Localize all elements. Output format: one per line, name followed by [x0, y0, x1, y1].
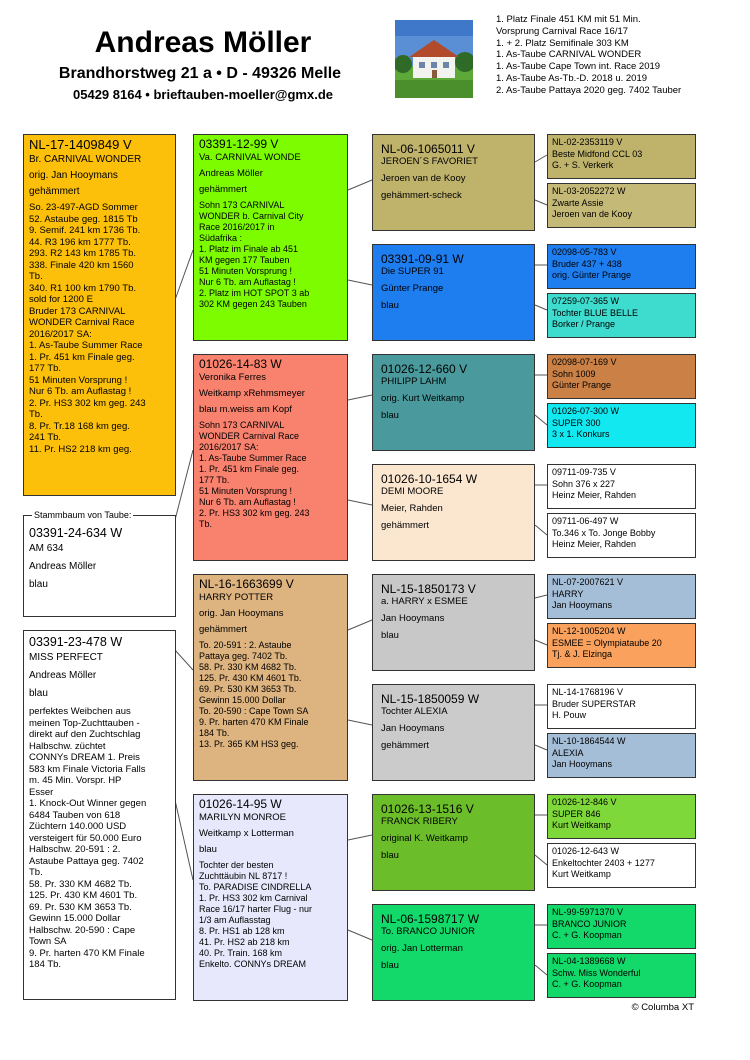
- grandparent-name: HARRY POTTER: [199, 592, 274, 603]
- grandparent-card[interactable]: [193, 794, 348, 1001]
- great-grandparent-name: PHILIPP LAHM: [381, 376, 447, 387]
- ancestor-ring: 07259-07-365 W: [552, 296, 620, 306]
- grandparent-description: Sohn 173 CARNIVAL WONDER Carnival Race 2016/2017 SA: 1. As-Taube Summer Race 1. Pr. 451 km Finale geg. 177 Tb. 51 Minuten Vorsprung ! Nur 6 Tb. am Auflastag ! 2. Pr. HS3 302 km geg. 243 Tb.: [199, 420, 310, 529]
- grandparent-color: gehämmert: [199, 624, 248, 635]
- ancestor-card[interactable]: [547, 843, 696, 888]
- great-grandparent-ring: 03391-09-91 W: [381, 252, 464, 266]
- ancestor-name: Zwarte Assie: [552, 197, 604, 208]
- grandparent-ring: NL-16-1663699 V: [199, 577, 294, 591]
- ancestor-card[interactable]: [547, 623, 696, 668]
- grandparent-description: Sohn 173 CARNIVAL WONDER b. Carnival City Race 2016/2017 in Südafrika : 1. Platz im Finale ab 451 KM gegen 177 Tauben 51 Minuten Vorsprung ! Nur 6 Tb. am Auflastag ! 2. Platz im HOT SPOT 3 ab 302 KM gegen 243 Tauben: [199, 200, 310, 309]
- grandparent-ring: 01026-14-95 W: [199, 797, 282, 811]
- achievement-line: 1. Platz Finale 451 KM mit 51 Min.: [496, 14, 641, 25]
- ancestor-owner: G. + S. Verkerk: [552, 160, 614, 170]
- ancestor-ring: NL-04-1389668 W: [552, 956, 626, 966]
- ancestor-card[interactable]: [547, 904, 696, 949]
- ancestor-ring: 01026-12-643 W: [552, 846, 620, 856]
- ancestor-card[interactable]: [547, 733, 696, 778]
- dam-ring: 03391-23-478 W: [29, 635, 123, 649]
- ancestor-owner: C. + G. Koopman: [552, 930, 622, 940]
- great-grandparent-name: Tochter ALEXIA: [381, 706, 448, 717]
- great-grandparent-owner: Günter Prange: [381, 283, 444, 294]
- great-grandparent-color: blau: [381, 850, 399, 861]
- ancestor-ring: NL-99-5971370 V: [552, 907, 624, 917]
- grandparent-name: Veronika Ferres: [199, 372, 267, 383]
- ancestor-owner: Heinz Meier, Rahden: [552, 490, 637, 500]
- ancestor-ring: 01026-12-846 V: [552, 797, 617, 807]
- ancestor-owner: Jan Hooymans: [552, 600, 613, 610]
- achievement-line: 1. + 2. Platz Semifinale 303 KM: [496, 37, 629, 49]
- great-grandparent-owner: original K. Weitkamp: [381, 833, 468, 844]
- achievement-line: 1. As-Taube CARNIVAL WONDER: [496, 49, 642, 61]
- ancestor-card[interactable]: [547, 953, 696, 998]
- ancestor-name: ALEXIA: [552, 747, 584, 758]
- great-grandparent-color: gehämmert-scheck: [381, 190, 462, 201]
- ancestor-card[interactable]: [547, 134, 696, 179]
- breeder-name: Andreas Möller: [94, 26, 312, 59]
- ancestor-owner: H. Pouw: [552, 710, 587, 720]
- grandparent-color: blau m.weiss am Kopf: [199, 404, 292, 415]
- achievement-line: 1. As-Taube As-Tb.-D. 2018 u. 2019: [496, 72, 648, 84]
- ancestor-owner: Jeroen van de Kooy: [552, 209, 633, 219]
- ancestor-name: SUPER 300: [552, 417, 601, 428]
- pedigree-of-label: Stammbaum von Taube:: [34, 510, 132, 520]
- ancestor-card[interactable]: [547, 464, 696, 509]
- great-grandparent-ring: NL-06-1065011 V: [381, 142, 475, 156]
- ancestor-card[interactable]: [547, 684, 696, 729]
- great-grandparent-name: To. BRANCO JUNIOR: [381, 926, 475, 937]
- great-grandparent-ring: 01026-13-1516 V: [381, 802, 474, 816]
- subject-owner: Andreas Möller: [29, 561, 97, 572]
- ancestor-name: Bruder 437 + 438: [552, 258, 622, 269]
- grandparent-name: Va. CARNIVAL WONDE: [199, 152, 301, 163]
- great-grandparent-owner: Jan Hooymans: [381, 613, 445, 624]
- ancestor-name: Enkeltochter 2403 + 1277: [552, 857, 655, 868]
- great-grandparent-name: JEROEN´S FAVORIET: [381, 156, 478, 167]
- great-grandparent-card[interactable]: [372, 574, 535, 671]
- ancestor-name: Beste Midfond CCL 03: [552, 148, 643, 159]
- great-grandparent-card[interactable]: [372, 464, 535, 561]
- great-grandparent-name: DEMI MOORE: [381, 486, 444, 497]
- subject-card[interactable]: [23, 515, 176, 617]
- sire-name: Br. CARNIVAL WONDER: [29, 154, 142, 165]
- sire-description: So. 23-497-AGD Sommer 52. Astaube geg. 1815 Tb 9. Semif. 241 km 1736 Tb. 44. R3 196 km 1777 Tb. 293. R2 143 km 1785 Tb. 338. Finale 420 km 1560 Tb. 340. R1 100 km 1790 Tb. sold for 1200 E Bruder 173 CARNIVAL WONDER Carnival Race 2016/2017 SA: 1. As-Taube Summer Race 1. Pr. 451 km Finale geg. 177 Tb. 51 Minuten Vorsprung ! Nur 6 Tb. am Auflastag ! 2. Pr. HS3 302 km geg. 243 Tb. 8. Pr. Tr.18 168 km geg. 241 Tb. 11. Pr. HS2 218 km geg.: [29, 202, 146, 455]
- sire-card[interactable]: [23, 134, 176, 496]
- subject-name: AM 634: [29, 543, 64, 554]
- dam-color: blau: [29, 688, 48, 699]
- ancestor-ring: NL-02-2353119 V: [552, 137, 623, 147]
- ancestor-name: Bruder SUPERSTAR: [552, 698, 636, 709]
- ancestor-owner: 3 x 1. Konkurs: [552, 429, 610, 439]
- ancestor-ring: NL-07-2007621 V: [552, 577, 624, 587]
- great-grandparent-name: a. HARRY x ESMEE: [381, 596, 468, 607]
- breeder-contact: 05429 8164 • brieftauben-moeller@gmx.de: [73, 87, 333, 102]
- ancestor-ring: NL-03-2052272 W: [552, 186, 626, 196]
- ancestor-card[interactable]: [547, 244, 696, 289]
- great-grandparent-owner: orig. Jan Lotterman: [381, 943, 463, 954]
- sire-color: gehämmert: [29, 186, 80, 197]
- dam-card[interactable]: [23, 630, 176, 1000]
- breeder-address: Brandhorstweg 21 a • D - 49326 Melle: [58, 65, 342, 82]
- great-grandparent-name: Die SUPER 91: [381, 266, 444, 277]
- ancestor-name: HARRY: [552, 588, 584, 599]
- grandparent-ring: 03391-12-99 V: [199, 137, 279, 151]
- ancestor-owner: Borker / Prange: [552, 319, 616, 329]
- ancestor-owner: Kurt Weitkamp: [552, 869, 611, 879]
- grandparent-color: blau: [199, 844, 217, 855]
- copyright-footer: © Columba XT: [631, 1002, 694, 1013]
- achievement-line: 2. As-Taube Pattaya 2020 geg. 7402 Tauber: [496, 84, 682, 96]
- ancestor-name: Tochter BLUE BELLE: [552, 307, 639, 318]
- great-grandparent-color: blau: [381, 960, 399, 971]
- grandparent-owner: Weitkamp xRehmsmeyer: [199, 388, 305, 399]
- ancestor-name: To.346 x To. Jonge Bobby: [552, 527, 656, 538]
- ancestor-name: BRANCO JUNIOR: [552, 918, 627, 929]
- ancestor-name: ESMEE = Olympiataube 20: [552, 637, 662, 648]
- ancestor-owner: Tj. & J. Elzinga: [552, 649, 613, 659]
- ancestor-ring: 02098-07-169 V: [552, 357, 617, 367]
- ancestor-name: SUPER 846: [552, 808, 601, 819]
- sire-ring: NL-17-1409849 V: [29, 137, 132, 152]
- ancestor-ring: 02098-05-783 V: [552, 247, 617, 257]
- ancestor-card[interactable]: [547, 354, 696, 399]
- grandparent-color: gehämmert: [199, 184, 248, 195]
- great-grandparent-color: gehämmert: [381, 520, 430, 531]
- ancestor-ring: 09711-06-497 W: [552, 516, 619, 526]
- ancestor-owner: Kurt Weitkamp: [552, 820, 611, 830]
- ancestor-owner: C. + G. Koopman: [552, 979, 622, 989]
- grandparent-card[interactable]: [193, 354, 348, 561]
- grandparent-description: Tochter der besten Zuchttäubin NL 8717 ! To. PARADISE CINDRELLA 1. Pr. HS3 302 km Carnival Race 16/17 harter Flug - nur 1/3 am Auflasstag 8. Pr. HS1 ab 128 km 41. Pr. HS2 ab 218 km 40. Pr. Train. 168 km Enkelto. CONNYs DREAM: [199, 860, 313, 969]
- great-grandparent-card[interactable]: [372, 794, 535, 891]
- great-grandparent-ring: 01026-12-660 V: [381, 362, 468, 376]
- great-grandparent-card[interactable]: [372, 244, 535, 341]
- achievement-line: Vorsprung Carnival Race 16/17: [496, 25, 629, 37]
- great-grandparent-ring: NL-15-1850059 W: [381, 692, 480, 706]
- ancestor-card[interactable]: [547, 574, 696, 619]
- ancestor-card[interactable]: [547, 293, 696, 338]
- ancestor-card[interactable]: [547, 403, 696, 448]
- great-grandparent-card[interactable]: [372, 354, 535, 451]
- great-grandparent-card[interactable]: [372, 134, 535, 231]
- grandparent-owner: Weitkamp x Lotterman: [199, 828, 294, 839]
- great-grandparent-ring: NL-15-1850173 V: [381, 582, 476, 596]
- subject-color: blau: [29, 579, 48, 590]
- ancestor-name: Sohn 1009: [552, 368, 596, 379]
- ancestor-name: Sohn 376 x 227: [552, 478, 616, 489]
- ancestor-ring: NL-12-1005204 W: [552, 626, 626, 636]
- great-grandparent-owner: Jan Hooymans: [381, 723, 445, 734]
- ancestor-ring: NL-10-1864544 W: [552, 736, 626, 746]
- ancestor-owner: orig. Günter Prange: [552, 270, 632, 280]
- grandparent-card[interactable]: [193, 574, 348, 781]
- ancestor-owner: Jan Hooymans: [552, 759, 613, 769]
- great-grandparent-card[interactable]: [372, 684, 535, 781]
- ancestor-ring: 01026-07-300 W: [552, 406, 620, 416]
- great-grandparent-ring: 01026-10-1654 W: [381, 472, 478, 486]
- ancestor-owner: Günter Prange: [552, 380, 612, 390]
- achievement-line: 1. As-Taube Cape Town int. Race 2019: [496, 61, 661, 73]
- dam-description: perfektes Weibchen aus meinen Top-Zuchttauben - direkt auf den Zuchtschlag Halbschw. züchtet CONNYs DREAM 1. Preis 583 km Finale Victoria Falls m. 45 Min. Vorspr. HP Esser 1. Knock-Out Winner gegen 6484 Tauben von 618 Züchtern 140.000 USD versteigert für 50.000 Euro Halbschw. 20-591 : 2. Astaube Pattaya geg. 7402 Tb. 58. Pr. 330 KM 4682 Tb. 125. Pr. 430 KM 4601 Tb. 69. Pr. 530 KM 3653 Tb. Gewinn 15.000 Dollar Halbschw. 20-590 : Cape Town SA 9. Pr. harten 470 KM Finale 184 Tb.: [29, 706, 147, 970]
- subject-ring: 03391-24-634 W: [29, 526, 123, 540]
- grandparent-ring: 01026-14-83 W: [199, 357, 282, 371]
- ancestor-name: Schw. Miss Wonderful: [552, 967, 641, 978]
- ancestor-ring: 09711-09-735 V: [552, 467, 616, 477]
- sire-owner: orig. Jan Hooymans: [29, 170, 118, 181]
- grandparent-owner: orig. Jan Hooymans: [199, 608, 284, 619]
- ancestor-card[interactable]: [547, 794, 696, 839]
- great-grandparent-owner: Meier, Rahden: [381, 503, 443, 514]
- great-grandparent-name: FRANCK RIBERY: [381, 816, 458, 827]
- dam-owner: Andreas Möller: [29, 670, 97, 681]
- great-grandparent-owner: Jeroen van de Kooy: [381, 173, 466, 184]
- great-grandparent-color: blau: [381, 410, 399, 421]
- great-grandparent-card[interactable]: [372, 904, 535, 1001]
- grandparent-owner: Andreas Möller: [199, 168, 263, 179]
- great-grandparent-color: blau: [381, 630, 399, 641]
- great-grandparent-color: gehämmert: [381, 740, 430, 751]
- grandparent-description: To. 20-591 : 2. Astaube Pattaya geg. 7402 Tb. 58. Pr. 330 KM 4682 Tb. 125. Pr. 430 KM 4601 Tb. 69. Pr. 530 KM 3653 Tb. Gewinn 15.000 Dollar To. 20-590 : Cape Town SA 9. Pr. harten 470 KM Finale 184 Tb. 13. Pr. 365 KM HS3 geg.: [199, 640, 309, 749]
- great-grandparent-ring: NL-06-1598717 W: [381, 912, 480, 926]
- grandparent-name: MARILYN MONROE: [199, 812, 286, 823]
- grandparent-card[interactable]: [193, 134, 348, 341]
- great-grandparent-owner: orig. Kurt Weitkamp: [381, 393, 465, 404]
- ancestor-card[interactable]: [547, 183, 696, 228]
- ancestor-card[interactable]: [547, 513, 696, 558]
- great-grandparent-color: blau: [381, 300, 399, 311]
- dam-name: MISS PERFECT: [29, 652, 103, 663]
- ancestor-owner: Heinz Meier, Rahden: [552, 539, 637, 549]
- ancestor-ring: NL-14-1768196 V: [552, 687, 624, 697]
